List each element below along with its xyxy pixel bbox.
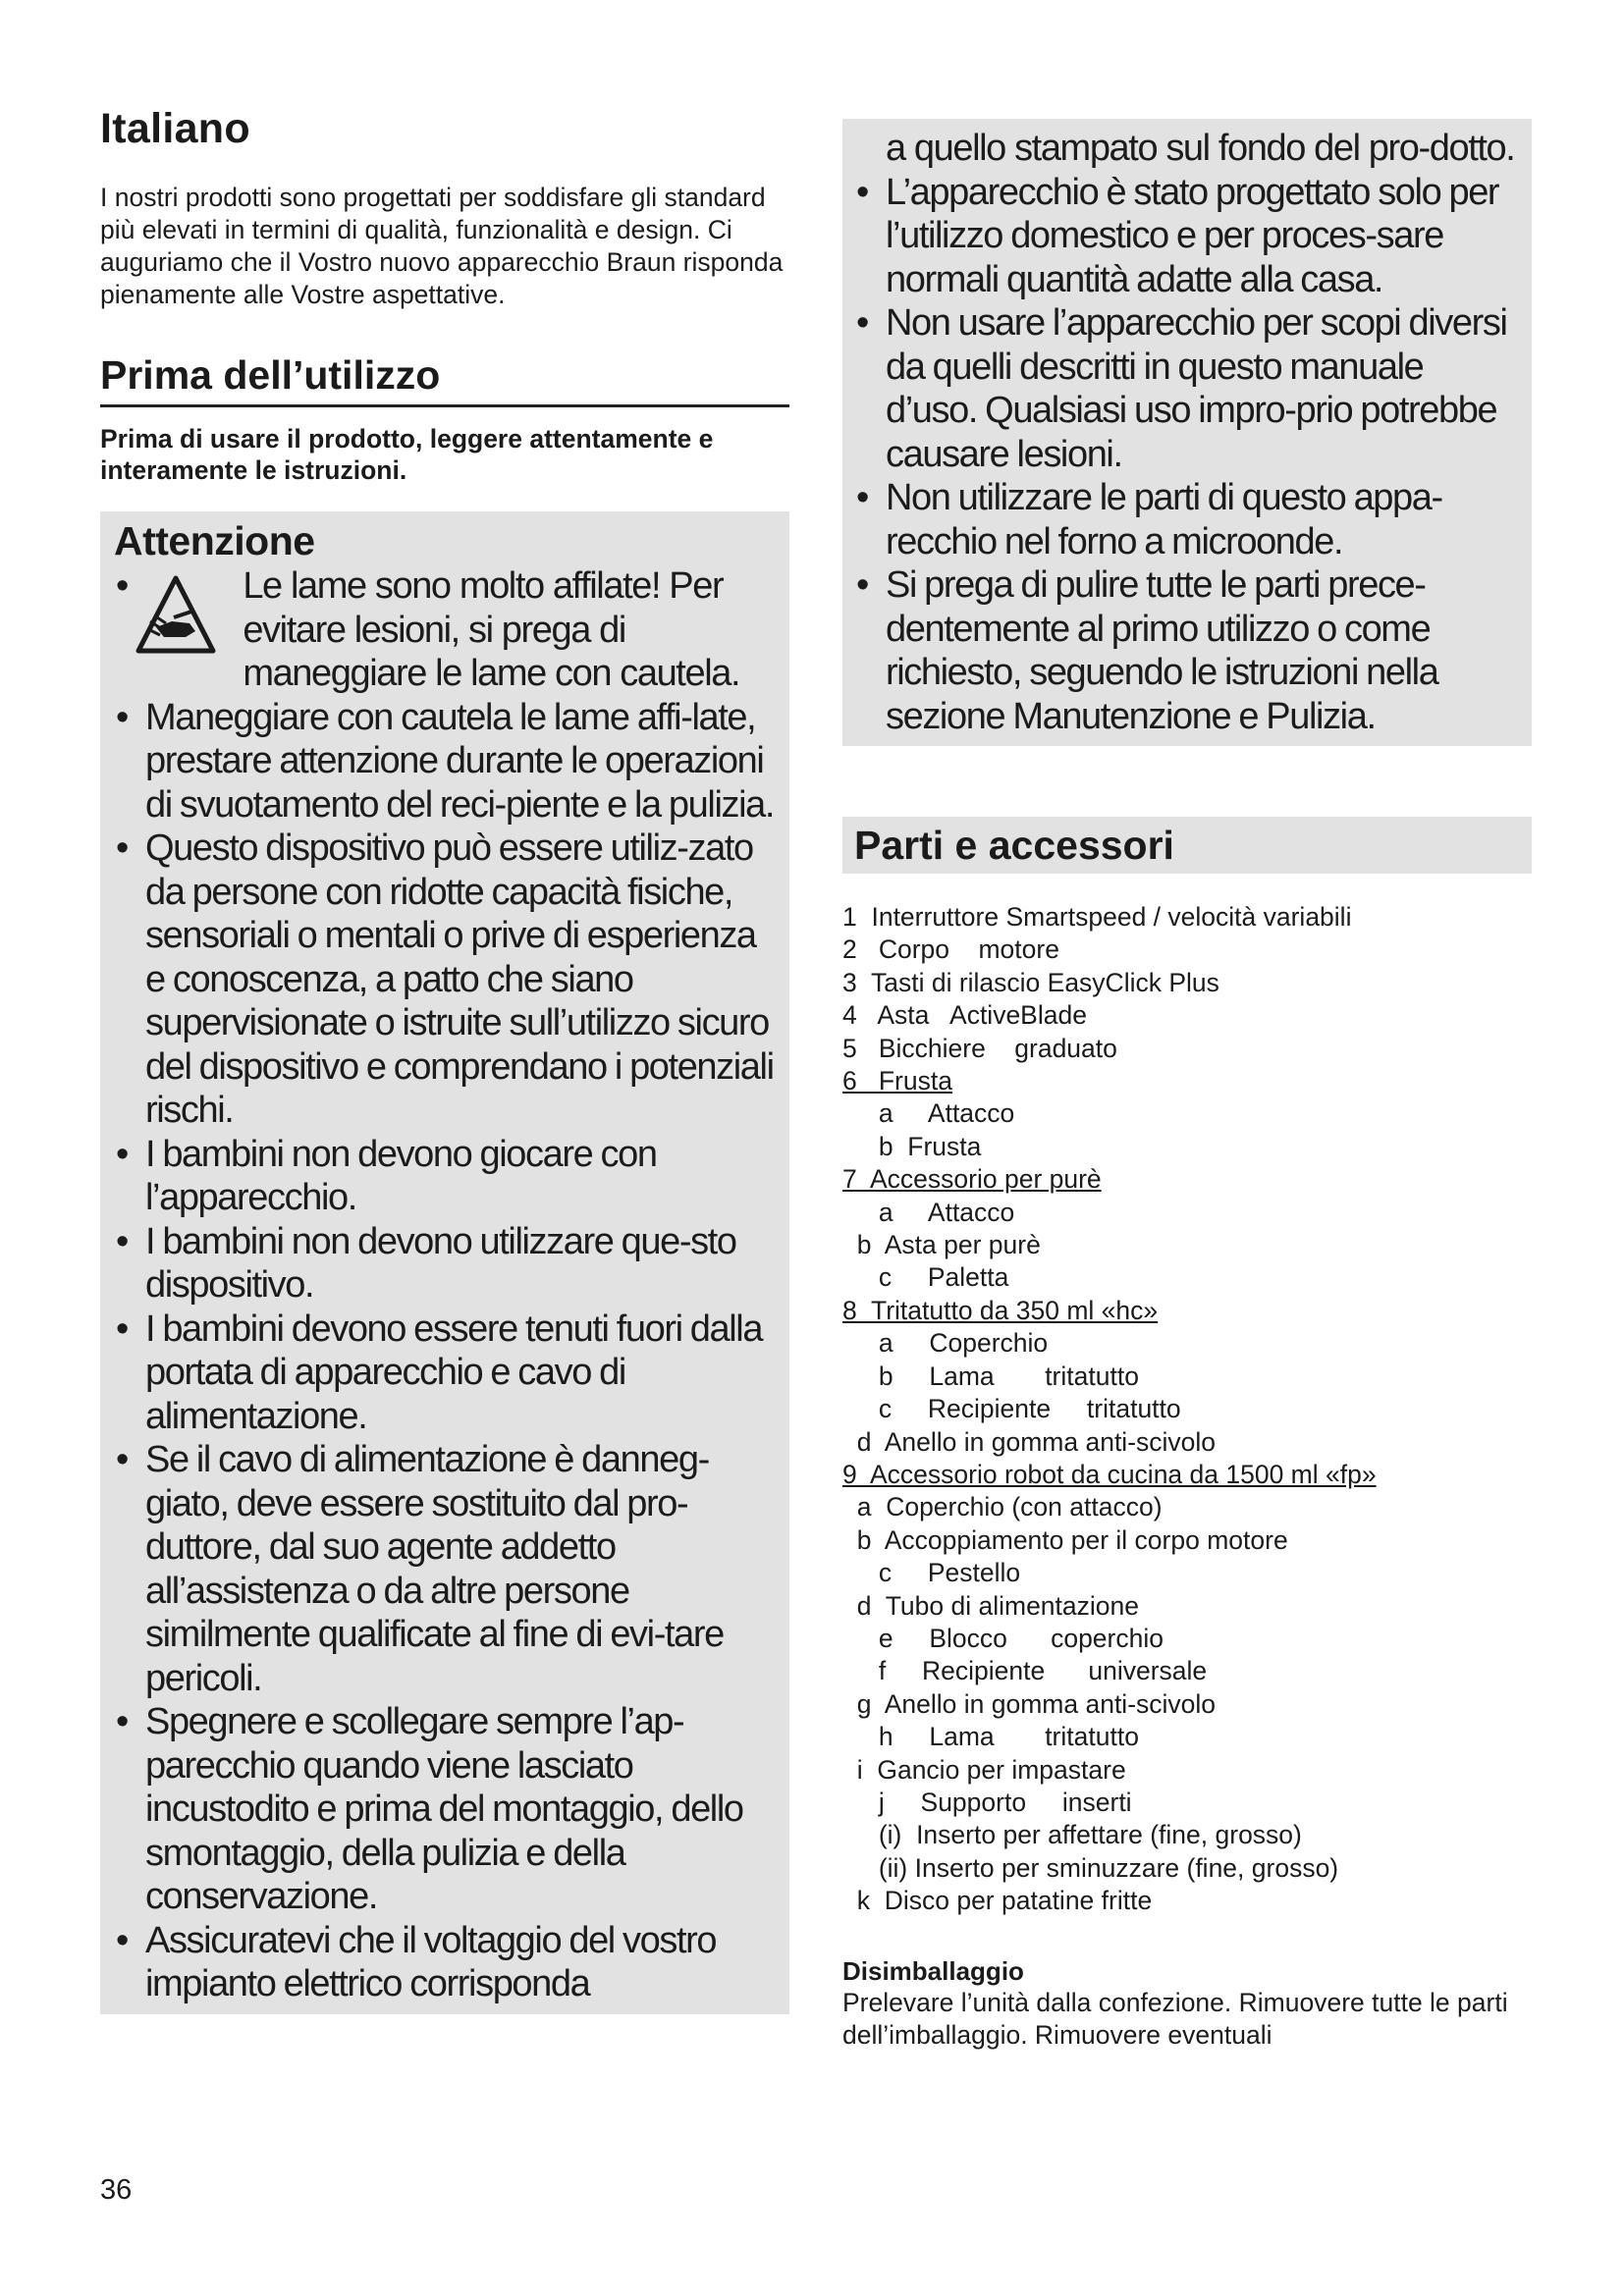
list-item: • Questo dispositivo può essere utiliz-zato da persone con ridotte capacità fisiche, sensoriali o mentali o prive di esperienza e conoscenza, a patto che siano supervisionate o istruite sull’utilizzo sicuro del dispositivo e comprendano i potenziali rischi. [116, 828, 774, 1132]
list-item: a Attacco [842, 1098, 1015, 1129]
list-item: 8 Tritatutto da 350 ml «hc» [842, 1295, 1159, 1325]
bullet: • [116, 565, 130, 608]
list-item: 9 Accessorio robot da cucina da 1500 ml «fp» [842, 1459, 1377, 1489]
list-item: 2 Corpo motore [842, 934, 1059, 965]
warning-list-continued [842, 171, 1520, 739]
warning-list [114, 696, 776, 2006]
list-item: d Anello in gomma anti-scivolo [842, 1426, 1217, 1457]
list-item: • L’apparecchio è stato progettato solo per l’utilizzo domestico e per proces-sare normali quantità adatte alla casa. [856, 171, 1499, 300]
list-item: • Non usare l’apparecchio per scopi diversi da quelli descritti in questo manuale d’uso. Qualsiasi uso impro-prio potrebbe causare lesioni. [856, 302, 1507, 475]
warning-box-continued [842, 119, 1532, 746]
list-item: a Coperchio (con attacco) [842, 1492, 1163, 1522]
list-item: g Anello in gomma anti-scivolo [842, 1688, 1217, 1719]
list-item: 3 Tasti di rilascio EasyClick Plus [842, 967, 1219, 997]
list-item: 6 Frusta [842, 1066, 952, 1096]
list-item: • Se il cavo di alimentazione è danneg-giato, deve essere sostituito dal pro-duttore, dal suo agente addetto all’assistenza o da altre persone similmente qualificate al fine di evi-tare pericoli. [116, 1439, 724, 1699]
list-item: j Supporto inserti [842, 1787, 1132, 1817]
list-item: c Paletta [842, 1262, 1009, 1293]
left-column [100, 106, 789, 2014]
parts-list [842, 901, 1532, 1918]
list-item: h Lama tritatutto [842, 1722, 1139, 1752]
list-item: (i) Inserto per affettare (fine, grosso) [842, 1820, 1302, 1850]
list-item: 4 Asta ActiveBlade [842, 1000, 1087, 1031]
list-item: f Recipiente universale [842, 1656, 1208, 1686]
list-item: • Maneggiare con cautela le lame affi-late, prestare attenzione durante le operazioni di svuotamento del reci-piente e la pulizia. [116, 696, 775, 826]
language-title: Italiano [100, 105, 250, 152]
list-item: • Si prega di pulire tutte le parti prece-dentemente al primo utilizzo o come richiesto, seguendo le istruzioni nella sezione Manutenzione e Pulizia. [856, 564, 1438, 737]
warning-title: Attenzione [114, 518, 315, 564]
list-item: • I bambini devono essere tenuti fuori dalla portata di apparecchio e cavo di alimentazione. [116, 1308, 763, 1437]
right-column [842, 119, 1532, 2052]
section-title: Prima dell’utilizzo [100, 352, 789, 407]
list-item: 5 Bicchiere graduato [842, 1033, 1117, 1063]
list-item: k Disco per patatine fritte [842, 1886, 1153, 1916]
list-item: b Asta per purè [842, 1230, 1041, 1260]
list-item: c Pestello [842, 1558, 1021, 1588]
list-item: d Tubo di alimentazione [842, 1590, 1139, 1621]
list-item: i Gancio per impastare [842, 1754, 1126, 1785]
list-item: e Blocco coperchio [842, 1623, 1164, 1653]
list-item: • I bambini non devono giocare con l’apparecchio. [116, 1133, 657, 1219]
parts-title: Parti e accessori [842, 817, 1532, 874]
intro-paragraph: I nostri prodotti sono progettati per soddisfare gli standard più elevati in termini di qualità, funzionalità e design. Ci auguriamo che il Vostro nuovo apparecchio Braun risponda pienamente alle Vostre aspettative. [100, 183, 784, 310]
list-item: b Frusta [842, 1131, 982, 1161]
list-item: b Accoppiamento per il corpo motore [842, 1524, 1288, 1555]
list-item: a Coperchio [842, 1328, 1049, 1359]
blade-warning-row [114, 564, 776, 696]
list-item: • Non utilizzare le parti di questo appa-recchio nel forno a microonde. [856, 477, 1442, 562]
list-item: • I bambini non devono utilizzare que-sto dispositivo. [116, 1220, 736, 1307]
list-item: (ii) Inserto per sminuzzare (fine, grosso) [842, 1852, 1339, 1883]
unpacking-title: Disimballaggio [842, 1955, 1024, 1986]
continuation-text: a quello stampato sul fondo del pro-dotto. [886, 128, 1515, 169]
unpacking-text: Prelevare l’unità dalla confezione. Rimuovere tutte le parti dell’imballaggio. Rimuovere eventuali [842, 1987, 1508, 2050]
list-item: • Spegnere e scollegare sempre l’ap-parecchio quando viene lasciato incustodito e prima del montaggio, dello smontaggio, della pulizia e della conservazione. [116, 1701, 743, 1918]
list-item: c Recipiente tritatutto [842, 1394, 1181, 1424]
warning-box [100, 511, 789, 2014]
list-item: 7 Accessorio per purè [842, 1164, 1102, 1195]
list-item: • Assicuratevi che il voltaggio del vostro impianto elettrico corrisponda [116, 1919, 717, 2005]
list-item: a Attacco [842, 1197, 1015, 1227]
read-instructions-note: Prima di usare il prodotto, leggere attentamente e interamente le istruzioni. [100, 424, 714, 486]
blade-warning-text: Le lame sono molto affilate! Per evitare lesioni, si prega di maneggiare le lame con cautela. [243, 565, 740, 695]
sharp-blade-warning-icon [135, 572, 217, 661]
list-item: b Lama tritatutto [842, 1361, 1139, 1391]
page-number: 36 [100, 2174, 133, 2206]
list-item: 1 Interruttore Smartspeed / velocità variabili [842, 902, 1352, 932]
